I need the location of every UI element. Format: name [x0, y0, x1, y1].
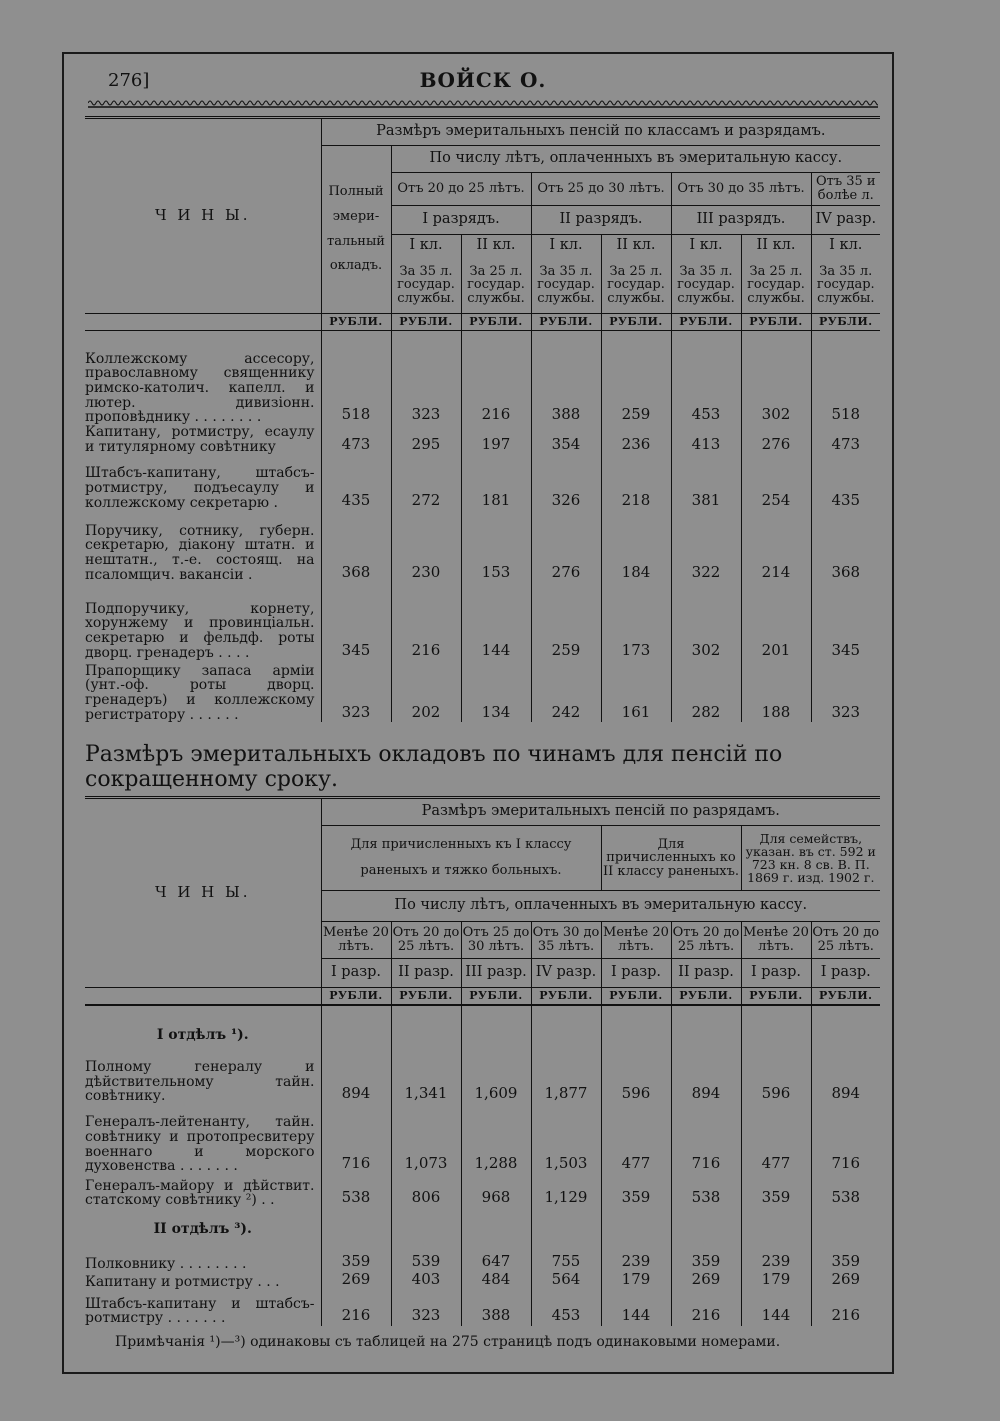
value-cell: 323	[811, 660, 880, 722]
value-cell: 144	[741, 1290, 811, 1326]
value-cell: 323	[391, 1290, 461, 1326]
value-cell: 564	[531, 1272, 601, 1290]
razryad-header: IV разр.	[531, 959, 601, 988]
value-cell: 1,503	[531, 1104, 601, 1174]
razryad-header: III разр.	[461, 959, 531, 988]
service-header: За 35 л. государ. службы.	[531, 257, 601, 314]
empty-cell	[671, 1208, 741, 1250]
value-cell: 1,341	[391, 1056, 461, 1104]
table-row	[85, 339, 880, 425]
value-cell: 216	[811, 1290, 880, 1326]
table-row	[85, 1104, 880, 1174]
years-title: По числу лѣтъ, оплаченныхъ въ эмеритальную кассу.	[391, 146, 880, 173]
period-header: Менѣе 20 лѣтъ.	[741, 922, 811, 959]
empty-cell	[321, 1014, 391, 1056]
value-cell: 359	[811, 1250, 880, 1272]
value-cell: 1,073	[391, 1104, 461, 1174]
empty-cell	[741, 1208, 811, 1250]
period-header: Отъ 35 и болѣе л.	[811, 173, 880, 206]
value-cell: 596	[601, 1056, 671, 1104]
value-cell: 323	[321, 660, 391, 722]
value-cell: 295	[391, 425, 461, 454]
rank-column-header: Ч И Н Ы.	[154, 206, 251, 225]
unit-label: РУБЛИ.	[321, 988, 391, 1006]
value-cell: 359	[741, 1174, 811, 1208]
razryad-header: II разр.	[671, 959, 741, 988]
unit-label: РУБЛИ.	[321, 314, 391, 331]
value-cell: 230	[391, 510, 461, 582]
value-cell: 388	[531, 339, 601, 425]
empty-cell	[811, 1208, 880, 1250]
value-cell: 216	[461, 339, 531, 425]
value-cell: 413	[671, 425, 741, 454]
group-header-3: Для семействъ, указан. въ ст. 592 и 723 кн. 8 св. В. П. 1869 г. изд. 1902 г.	[741, 826, 880, 891]
section-label: II отдѣлъ ³).	[153, 1220, 252, 1237]
value-cell: 276	[741, 425, 811, 454]
value-cell: 239	[601, 1250, 671, 1272]
empty-cell	[531, 1208, 601, 1250]
table-row	[85, 660, 880, 722]
value-cell: 539	[391, 1250, 461, 1272]
value-cell: 484	[461, 1272, 531, 1290]
razryad-header: IV разр.	[811, 206, 880, 235]
value-cell: 254	[741, 454, 811, 510]
value-cell: 144	[461, 582, 531, 660]
period-header: Отъ 30 до 35 лѣтъ.	[671, 173, 811, 206]
value-cell: 359	[321, 1250, 391, 1272]
value-cell: 239	[741, 1250, 811, 1272]
value-cell: 188	[741, 660, 811, 722]
value-cell: 269	[671, 1272, 741, 1290]
period-header: Отъ 25 до 30 лѣтъ.	[531, 173, 671, 206]
value-cell: 647	[461, 1250, 531, 1272]
value-cell: 894	[811, 1056, 880, 1104]
unit-label: РУБЛИ.	[741, 988, 811, 1006]
rank-column-header: Ч И Н Ы.	[154, 883, 251, 902]
rank-name: Генералъ-майору и дѣйствит. статскому совѣтнику ²) . .	[85, 1177, 315, 1209]
razryad-header: I разр.	[321, 959, 391, 988]
unit-label: РУБЛИ.	[461, 988, 531, 1006]
period-header: Менѣе 20 лѣтъ.	[321, 922, 391, 959]
value-cell: 755	[531, 1250, 601, 1272]
group-title: Размѣръ эмеритальныхъ пенсій по разрядамъ.	[321, 798, 880, 826]
table-row	[85, 1272, 880, 1290]
value-cell: 518	[321, 339, 391, 425]
value-cell: 216	[321, 1290, 391, 1326]
value-cell: 716	[811, 1104, 880, 1174]
unit-label: РУБЛИ.	[671, 314, 741, 331]
page-header	[88, 66, 878, 96]
value-cell: 388	[461, 1290, 531, 1326]
service-header: За 25 л. государ. службы.	[601, 257, 671, 314]
section-row	[85, 1014, 880, 1056]
value-cell: 1,129	[531, 1174, 601, 1208]
period-header: Отъ 20 до 25 лѣтъ.	[391, 173, 531, 206]
period-header: Отъ 25 до 30 лѣтъ.	[461, 922, 531, 959]
value-cell: 477	[601, 1104, 671, 1174]
empty-cell	[601, 1014, 671, 1056]
section-row	[85, 1208, 880, 1250]
service-header: За 35 л. государ. службы.	[811, 257, 880, 314]
value-cell: 453	[671, 339, 741, 425]
pension-by-class-table	[85, 116, 880, 722]
value-cell: 214	[741, 510, 811, 582]
value-cell: 381	[671, 454, 741, 510]
value-cell: 276	[531, 510, 601, 582]
table-row	[85, 510, 880, 582]
full-salary-header: Полный эмери-тальный окладъ.	[321, 146, 391, 314]
value-cell: 269	[811, 1272, 880, 1290]
unit-label: РУБЛИ.	[601, 988, 671, 1006]
value-cell: 538	[321, 1174, 391, 1208]
group-header-1: Для причисленныхъ къ I классу раненыхъ и тяжко больныхъ.	[321, 826, 601, 891]
razryad-header: II разр.	[391, 959, 461, 988]
period-header: Отъ 20 до 25 лѣтъ.	[391, 922, 461, 959]
value-cell: 1,877	[531, 1056, 601, 1104]
empty-cell	[391, 1208, 461, 1250]
section-heading: Размѣръ эмеритальныхъ окладовъ по чинамъ для пенсій по сокращенному сроку.	[85, 742, 783, 793]
value-cell: 259	[531, 582, 601, 660]
empty-cell	[531, 1014, 601, 1056]
rank-name: Штабсъ-капитану и штабсъ-ротмистру . . . . . . .	[85, 1295, 315, 1327]
table-row	[85, 1250, 880, 1272]
value-cell: 1,288	[461, 1104, 531, 1174]
value-cell: 354	[531, 425, 601, 454]
unit-label: РУБЛИ.	[671, 988, 741, 1006]
razryad-header: III разрядъ.	[671, 206, 811, 235]
value-cell: 201	[741, 582, 811, 660]
table-row	[85, 582, 880, 660]
value-cell: 269	[321, 1272, 391, 1290]
class-header: I кл.	[531, 235, 601, 258]
empty-cell	[671, 1014, 741, 1056]
empty-cell	[391, 1014, 461, 1056]
group-header-2: Для причисленныхъ ко II классу раненыхъ.	[601, 826, 741, 891]
service-header: За 35 л. государ. службы.	[391, 257, 461, 314]
value-cell: 184	[601, 510, 671, 582]
value-cell: 181	[461, 454, 531, 510]
unit-label: РУБЛИ.	[461, 314, 531, 331]
page-title: ВОЙСК О.	[419, 68, 547, 92]
class-header: II кл.	[741, 235, 811, 258]
section-label: I отдѣлъ ¹).	[156, 1026, 249, 1043]
rank-name: Штабсъ-капитану, штабсъ-ротмистру, подъесаулу и коллежскому секретарю .	[85, 465, 315, 511]
razryad-header: I разр.	[601, 959, 671, 988]
table-row	[85, 1290, 880, 1326]
value-cell: 453	[531, 1290, 601, 1326]
value-cell: 1,609	[461, 1056, 531, 1104]
period-header: Менѣе 20 лѣтъ.	[601, 922, 671, 959]
value-cell: 538	[811, 1174, 880, 1208]
value-cell: 216	[391, 582, 461, 660]
group-title: Размѣръ эмеритальныхъ пенсій по классамъ и разрядамъ.	[321, 118, 880, 146]
value-cell: 473	[321, 425, 391, 454]
service-header: За 25 л. государ. службы.	[741, 257, 811, 314]
value-cell: 282	[671, 660, 741, 722]
value-cell: 518	[811, 339, 880, 425]
value-cell: 894	[321, 1056, 391, 1104]
value-cell: 161	[601, 660, 671, 722]
rank-name: Коллежскому ассесору, православному священнику римско-католич. капелл. и лютер. дивизіонн. проповѣднику . . . . . . . .	[85, 350, 315, 426]
table-row	[85, 425, 880, 454]
value-cell: 144	[601, 1290, 671, 1326]
class-header: II кл.	[601, 235, 671, 258]
empty-cell	[461, 1014, 531, 1056]
empty-cell	[461, 1208, 531, 1250]
value-cell: 477	[741, 1104, 811, 1174]
value-cell: 322	[671, 510, 741, 582]
value-cell: 179	[741, 1272, 811, 1290]
value-cell: 173	[601, 582, 671, 660]
footnote: Примѣчанія ¹)—³) одинаковы съ таблицей на 275 страницѣ подъ одинаковыми номерами.	[115, 1334, 781, 1350]
rank-name: Генералъ-лейтенанту, тайн. совѣтнику и протопресвитеру военнаго и морского духовенства . . . . . . .	[85, 1114, 315, 1175]
table-row	[85, 1174, 880, 1208]
rank-name: Капитану, ротмистру, есаулу и титулярному совѣтнику	[85, 424, 315, 455]
value-cell: 202	[391, 660, 461, 722]
class-header: I кл.	[811, 235, 880, 258]
class-header: I кл.	[391, 235, 461, 258]
value-cell: 359	[601, 1174, 671, 1208]
pension-short-term-table	[85, 796, 880, 1326]
value-cell: 596	[741, 1056, 811, 1104]
value-cell: 894	[671, 1056, 741, 1104]
unit-label: РУБЛИ.	[391, 314, 461, 331]
unit-label: РУБЛИ.	[391, 988, 461, 1006]
razryad-header: I разрядъ.	[391, 206, 531, 235]
class-header: II кл.	[461, 235, 531, 258]
value-cell: 716	[321, 1104, 391, 1174]
unit-label: РУБЛИ.	[741, 314, 811, 331]
period-header: Отъ 30 до 35 лѣтъ.	[531, 922, 601, 959]
value-cell: 368	[811, 510, 880, 582]
value-cell: 153	[461, 510, 531, 582]
period-header: Отъ 20 до 25 лѣтъ.	[811, 922, 880, 959]
rank-name: Прапорщику запаса арміи (унт.-оф. роты дворц. гренадеръ) и коллежскому регистратору . . . . . .	[85, 662, 315, 723]
class-header: I кл.	[671, 235, 741, 258]
value-cell: 359	[671, 1250, 741, 1272]
years-title: По числу лѣтъ, оплаченныхъ въ эмеритальную кассу.	[321, 891, 880, 922]
service-header: За 35 л. государ. службы.	[671, 257, 741, 314]
value-cell: 218	[601, 454, 671, 510]
unit-label: РУБЛИ.	[811, 314, 880, 331]
unit-row	[85, 314, 880, 331]
razryad-header: I разр.	[811, 959, 880, 988]
empty-cell	[321, 1208, 391, 1250]
value-cell: 968	[461, 1174, 531, 1208]
value-cell: 302	[741, 339, 811, 425]
value-cell: 216	[671, 1290, 741, 1326]
value-cell: 806	[391, 1174, 461, 1208]
unit-label: РУБЛИ.	[601, 314, 671, 331]
unit-label: РУБЛИ.	[531, 988, 601, 1006]
rank-name: Полковнику . . . . . . . .	[85, 1256, 247, 1273]
value-cell: 323	[391, 339, 461, 425]
rank-name: Капитану и ротмистру . . .	[85, 1274, 280, 1291]
value-cell: 242	[531, 660, 601, 722]
empty-cell	[601, 1208, 671, 1250]
empty-cell	[811, 1014, 880, 1056]
wavy-rule	[88, 98, 878, 108]
value-cell: 716	[671, 1104, 741, 1174]
unit-label: РУБЛИ.	[531, 314, 601, 331]
table-row	[85, 1056, 880, 1104]
value-cell: 345	[811, 582, 880, 660]
value-cell: 538	[671, 1174, 741, 1208]
period-header: Отъ 20 до 25 лѣтъ.	[671, 922, 741, 959]
value-cell: 368	[321, 510, 391, 582]
value-cell: 302	[671, 582, 741, 660]
value-cell: 272	[391, 454, 461, 510]
service-header: За 25 л. государ. службы.	[461, 257, 531, 314]
value-cell: 236	[601, 425, 671, 454]
value-cell: 259	[601, 339, 671, 425]
rank-name: Поручику, сотнику, губерн. секретарю, діакону штатн. и нештатн., т.-е. состоящ. на псаломщич. вакансіи .	[85, 522, 315, 583]
value-cell: 179	[601, 1272, 671, 1290]
value-cell: 326	[531, 454, 601, 510]
rank-name: Полному генералу и дѣйствительному тайн. совѣтнику.	[85, 1058, 315, 1105]
razryad-header: II разрядъ.	[531, 206, 671, 235]
unit-label: РУБЛИ.	[811, 988, 880, 1006]
table-row	[85, 454, 880, 510]
value-cell: 197	[461, 425, 531, 454]
page-number: 276]	[108, 70, 150, 91]
value-cell: 403	[391, 1272, 461, 1290]
empty-cell	[741, 1014, 811, 1056]
value-cell: 345	[321, 582, 391, 660]
value-cell: 134	[461, 660, 531, 722]
value-cell: 435	[321, 454, 391, 510]
razryad-header: I разр.	[741, 959, 811, 988]
value-cell: 473	[811, 425, 880, 454]
value-cell: 435	[811, 454, 880, 510]
rank-name: Подпоручику, корнету, хорунжему и провинціальн. секретарю и фельдф. роты дворц. гренадеръ . . . .	[85, 600, 315, 661]
